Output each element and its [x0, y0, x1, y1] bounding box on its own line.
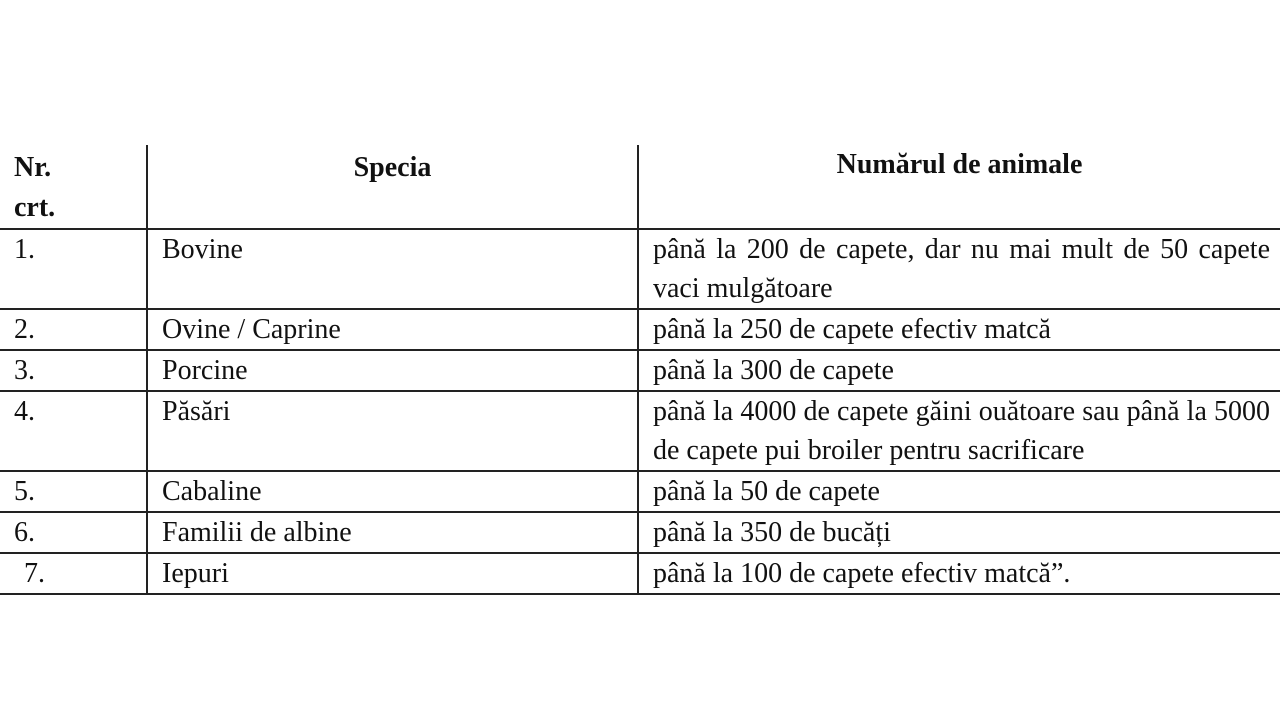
cell-numar: până la 4000 de capete găini ouătoare sau până la 5000 de capete pui broiler pentru sacrificare: [638, 391, 1280, 471]
cell-specia: Iepuri: [147, 553, 638, 594]
header-nr-crt-label: Nr. crt.: [14, 152, 56, 223]
cell-nr: 7.: [0, 553, 147, 594]
cell-specia: Familii de albine: [147, 512, 638, 553]
cell-nr: 1.: [0, 229, 147, 309]
cell-nr: 6.: [0, 512, 147, 553]
cell-nr: 3.: [0, 350, 147, 391]
table-row: [0, 309, 1280, 350]
cell-numar: până la 50 de capete: [638, 471, 1280, 512]
animal-limits-table: [0, 145, 1280, 595]
table-row: [0, 512, 1280, 553]
cell-specia: Porcine: [147, 350, 638, 391]
cell-nr: 5.: [0, 471, 147, 512]
table-row: [0, 553, 1280, 594]
header-nr-crt: [0, 145, 147, 229]
header-numar-animale: [638, 145, 1280, 229]
table-row: [0, 391, 1280, 471]
table-row: [0, 229, 1280, 309]
table-header-row: [0, 145, 1280, 229]
cell-specia: Cabaline: [147, 471, 638, 512]
cell-specia: Păsări: [147, 391, 638, 471]
cell-nr: 4.: [0, 391, 147, 471]
cell-numar: până la 100 de capete efectiv matcă”.: [638, 553, 1280, 594]
header-specia-label: Specia: [353, 152, 432, 183]
header-numar-animale-label: Numărul de animale: [836, 149, 1083, 180]
table-row: [0, 350, 1280, 391]
cell-specia: Ovine / Caprine: [147, 309, 638, 350]
cell-specia: Bovine: [147, 229, 638, 309]
cell-numar: până la 250 de capete efectiv matcă: [638, 309, 1280, 350]
cell-numar: până la 300 de capete: [638, 350, 1280, 391]
table-row: [0, 471, 1280, 512]
cell-numar: până la 350 de bucăți: [638, 512, 1280, 553]
cell-numar: până la 200 de capete, dar nu mai mult de 50 capete vaci mulgătoare: [638, 229, 1280, 309]
header-specia: [147, 145, 638, 229]
cell-nr: 2.: [0, 309, 147, 350]
